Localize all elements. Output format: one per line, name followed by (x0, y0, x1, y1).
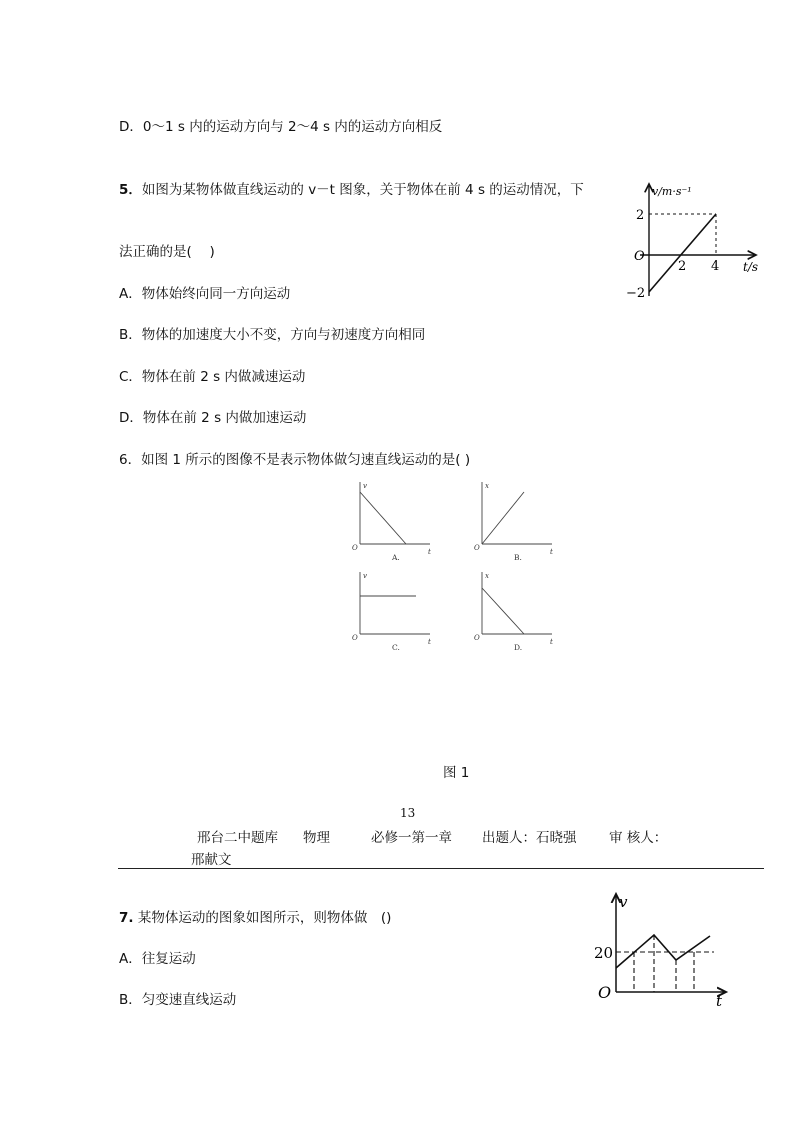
q6-a-origin: O (352, 544, 358, 552)
q6-a-line (360, 492, 406, 544)
q6-d-xlabel: t (550, 638, 553, 646)
q7-stem: 某物体运动的图象如图所示，则物体做 () (137, 910, 392, 926)
q6-b-line (482, 492, 524, 544)
q6-d-line (482, 588, 524, 634)
q7-ytick-20: 20 (594, 944, 614, 962)
q5-xtick-2: 2 (678, 259, 687, 274)
q5-ylabel: v/m·s⁻¹ (652, 185, 692, 198)
q5-ytick-2: 2 (636, 208, 645, 223)
q6-b-xlabel: t (550, 548, 553, 556)
q7-vt-graph (590, 888, 740, 1010)
q5-stem-line1 (119, 181, 584, 199)
q5-origin: O (634, 249, 645, 264)
q5-data-line (649, 214, 716, 292)
q6-c-xlabel: t (428, 638, 431, 646)
q6-d-origin: O (474, 634, 480, 642)
footer-chapter: 必修一第一章 (371, 830, 452, 846)
page-number: 13 (400, 806, 416, 820)
q6-figure-caption: 图 1 (443, 765, 470, 781)
q5-option-a: A．物体始终向同一方向运动 (119, 286, 291, 302)
q5-number: 5． (119, 182, 142, 198)
footer-school: 邢台二中题库 (197, 830, 278, 846)
q6-figure (348, 478, 564, 656)
footer-divider (118, 868, 764, 869)
footer-subject: 物理 (303, 830, 330, 846)
q5-xlabel: t/s (743, 260, 759, 274)
q6-a-ylabel: v (363, 482, 367, 490)
q6-d-caption: D. (514, 643, 523, 652)
q7-option-a: A．往复运动 (119, 951, 196, 967)
q6-a-caption: A. (392, 553, 400, 562)
q6-b-caption: B. (514, 553, 522, 562)
q5-option-c: C．物体在前 2 s 内做减速运动 (119, 369, 306, 385)
q6-b-origin: O (474, 544, 480, 552)
q7-xlabel: t (716, 992, 723, 1010)
q6-a-xlabel: t (428, 548, 431, 556)
q6-c-caption: C. (392, 643, 400, 652)
q4-option-d: D．0～1 s 内的运动方向与 2～4 s 内的运动方向相反 (119, 119, 443, 135)
q7-option-b: B．匀变速直线运动 (119, 992, 237, 1008)
q6-b-ylabel: x (485, 482, 489, 490)
q7-origin: O (598, 983, 612, 1002)
q7-number: 7. (119, 910, 134, 926)
q6-c-origin: O (352, 634, 358, 642)
q6-c-ylabel: v (363, 572, 367, 580)
footer-author: 出题人：石晓强 (482, 830, 577, 846)
q5-vt-graph (618, 178, 768, 302)
q5-option-d: D．物体在前 2 s 内做加速运动 (119, 410, 307, 426)
q6-stem: 6．如图 1 所示的图像不是表示物体做匀速直线运动的是( ) (119, 452, 471, 468)
q6-d-ylabel: x (485, 572, 489, 580)
q7-ylabel: v (619, 893, 628, 911)
q7-stem-line (119, 909, 391, 927)
q5-xtick-4: 4 (711, 259, 720, 274)
q5-stem-line2: 法正确的是( ) (119, 244, 215, 260)
footer-reviewer-name: 邢献文 (191, 852, 232, 868)
q5-stem-a: 如图为某物体做直线运动的 v－t 图象，关于物体在前 4 s 的运动情况，下 (141, 182, 584, 198)
q5-ytick-neg2: −2 (626, 286, 646, 301)
q7-data-line (616, 935, 710, 968)
footer-reviewer-label: 审 核人： (609, 830, 668, 846)
q5-option-b: B．物体的加速度大小不变，方向与初速度方向相同 (119, 327, 426, 343)
